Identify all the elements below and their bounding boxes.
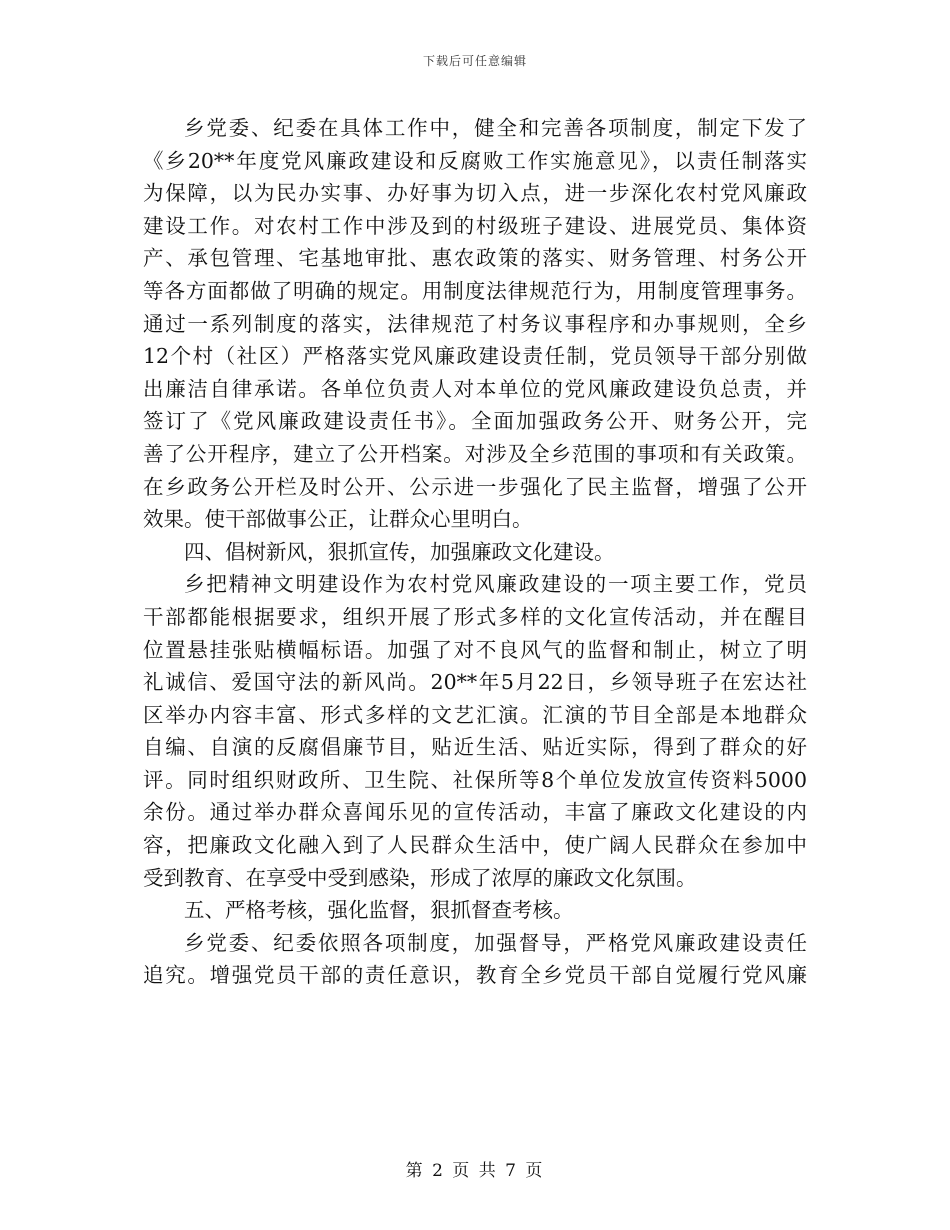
text-line: 《乡20**年度党风廉政建设和反腐败工作实施意见》，以责任制落实: [143, 148, 807, 173]
text-line: 余份。通过举办群众喜闻乐见的宣传活动，丰富了廉政文化建设的内: [143, 800, 807, 825]
text-line: 干部都能根据要求，组织开展了形式多样的文化宣传活动，并在醒目: [143, 604, 807, 629]
text-line: 等各方面都做了明确的规定。用制度法律规范行为，用制度管理事务。: [143, 278, 807, 303]
text-line: 出廉洁自律承诺。各单位负责人对本单位的党风廉政建设负总责，并: [143, 376, 807, 401]
text-line: 礼诚信、爱国守法的新风尚。20**年5月22日，乡领导班子在宏达社: [143, 670, 807, 695]
text-line: 效果。使干部做事公正，让群众心里明白。: [143, 507, 533, 532]
text-line: 受到教育、在享受中受到感染，形成了浓厚的廉政文化氛围。: [143, 865, 697, 890]
text-line: 善了公开程序，建立了公开档案。对涉及全乡范围的事项和有关政策。: [143, 441, 807, 466]
text-line: 乡党委、纪委依照各项制度，加强督导，严格党风廉政建设责任: [184, 930, 807, 955]
text-line: 乡把精神文明建设作为农村党风廉政建设的一项主要工作，党员: [184, 572, 807, 597]
text-line: 评。同时组织财政所、卫生院、社保所等8个单位发放宣传资料5000: [143, 767, 807, 792]
text-line: 签订了《党风廉政建设责任书》。全面加强政务公开、财务公开，完: [143, 409, 807, 434]
text-line: 产、承包管理、宅基地审批、惠农政策的落实、财务管理、村务公开: [143, 246, 807, 271]
text-line: 通过一系列制度的落实，法律规范了村务议事程序和办事规则，全乡: [143, 311, 807, 336]
text-line: 容，把廉政文化融入到了人民群众生活中，使广阔人民群众在参加中: [143, 833, 807, 858]
text-line: 自编、自演的反腐倡廉节目，贴近生活、贴近实际，得到了群众的好: [143, 735, 807, 760]
text-line: 12个村（社区）严格落实党风廉政建设责任制，党员领导干部分别做: [143, 344, 807, 369]
text-line: 乡党委、纪委在具体工作中，健全和完善各项制度，制定下发了: [184, 116, 807, 140]
text-line: 在乡政务公开栏及时公开、公示进一步强化了民主监督，增强了公开: [143, 474, 807, 499]
text-line: 为保障，以为民办实事、办好事为切入点，进一步深化农村党风廉政: [143, 181, 807, 206]
document-body: [143, 112, 807, 992]
page-header: 下载后可任意编辑: [422, 54, 527, 68]
page-number: 第 2 页 共 7 页: [405, 1161, 545, 1181]
text-line: 四、倡树新风，狠抓宣传，加强廉政文化建设。: [184, 539, 615, 564]
text-line: 建设工作。对农村工作中涉及到的村级班子建设、进展党员、集体资: [143, 213, 807, 238]
text-line: 五、严格考核，强化监督，狠抓督查考核。: [184, 898, 574, 923]
text-line: 位置悬挂张贴横幅标语。加强了对不良风气的监督和制止，树立了明: [143, 637, 807, 662]
text-line: 区举办内容丰富、形式多样的文艺汇演。汇演的节目全部是本地群众: [143, 702, 807, 727]
text-line: 追究。增强党员干部的责任意识，教育全乡党员干部自觉履行党风廉: [143, 963, 807, 988]
